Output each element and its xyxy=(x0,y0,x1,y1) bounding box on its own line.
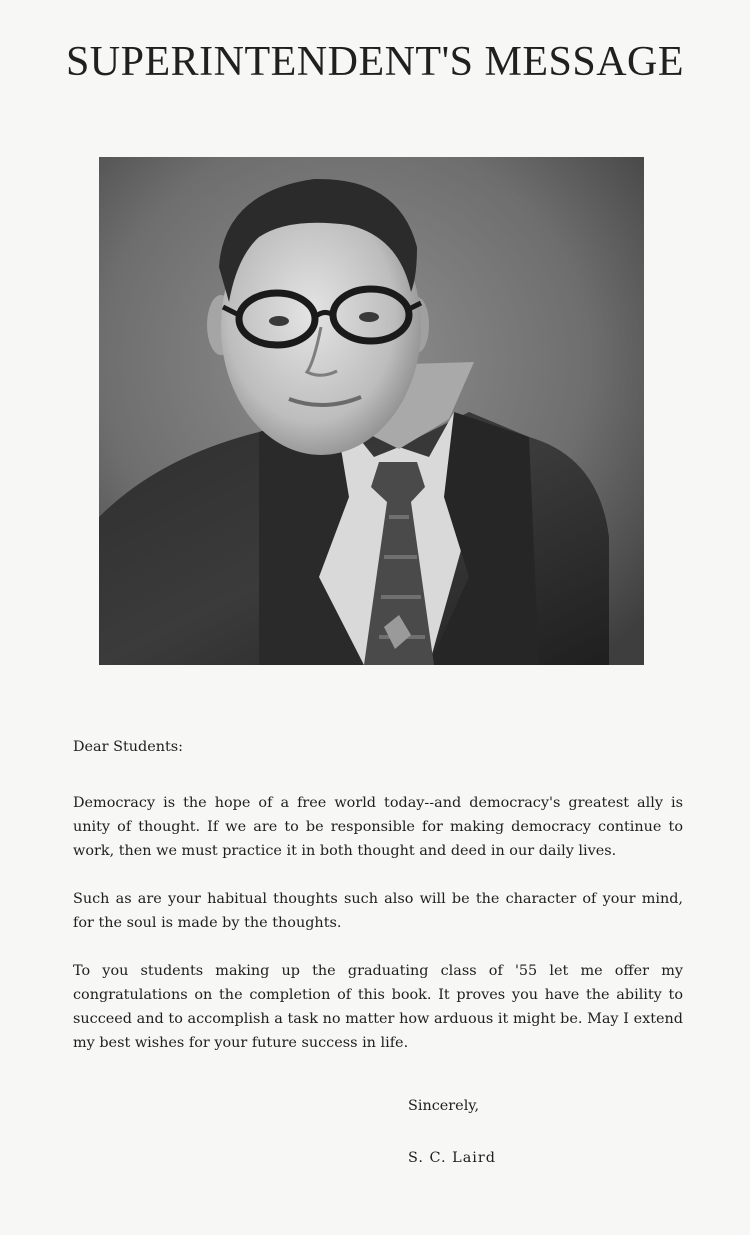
letter-closing: Sincerely, xyxy=(408,1098,480,1114)
letter-salutation: Dear Students: xyxy=(73,739,184,755)
letter-paragraph-1: Democracy is the hope of a free world today--and democracy's greatest ally is unity of thought. If we are to be responsible for making democracy continue to work, then we must practice it in both thought and deed in our daily lives. xyxy=(73,795,683,859)
page-title: SUPERINTENDENT'S MESSAGE xyxy=(65,39,685,85)
letter-paragraph-3: To you students making up the graduating class of '55 let me offer my congratulations on the completion of this book. It proves you have the ability to succeed and to accomplish a task no matter how arduous it might be. May I extend my best wishes for your future success in life. xyxy=(73,963,683,1051)
portrait-photo xyxy=(99,157,644,665)
letter-paragraph-2: Such as are your habitual thoughts such also will be the character of your mind, for the soul is made by the thoughts. xyxy=(73,891,683,931)
letter-signature: S. C. Laird xyxy=(408,1150,496,1166)
letter-body xyxy=(73,735,683,1079)
